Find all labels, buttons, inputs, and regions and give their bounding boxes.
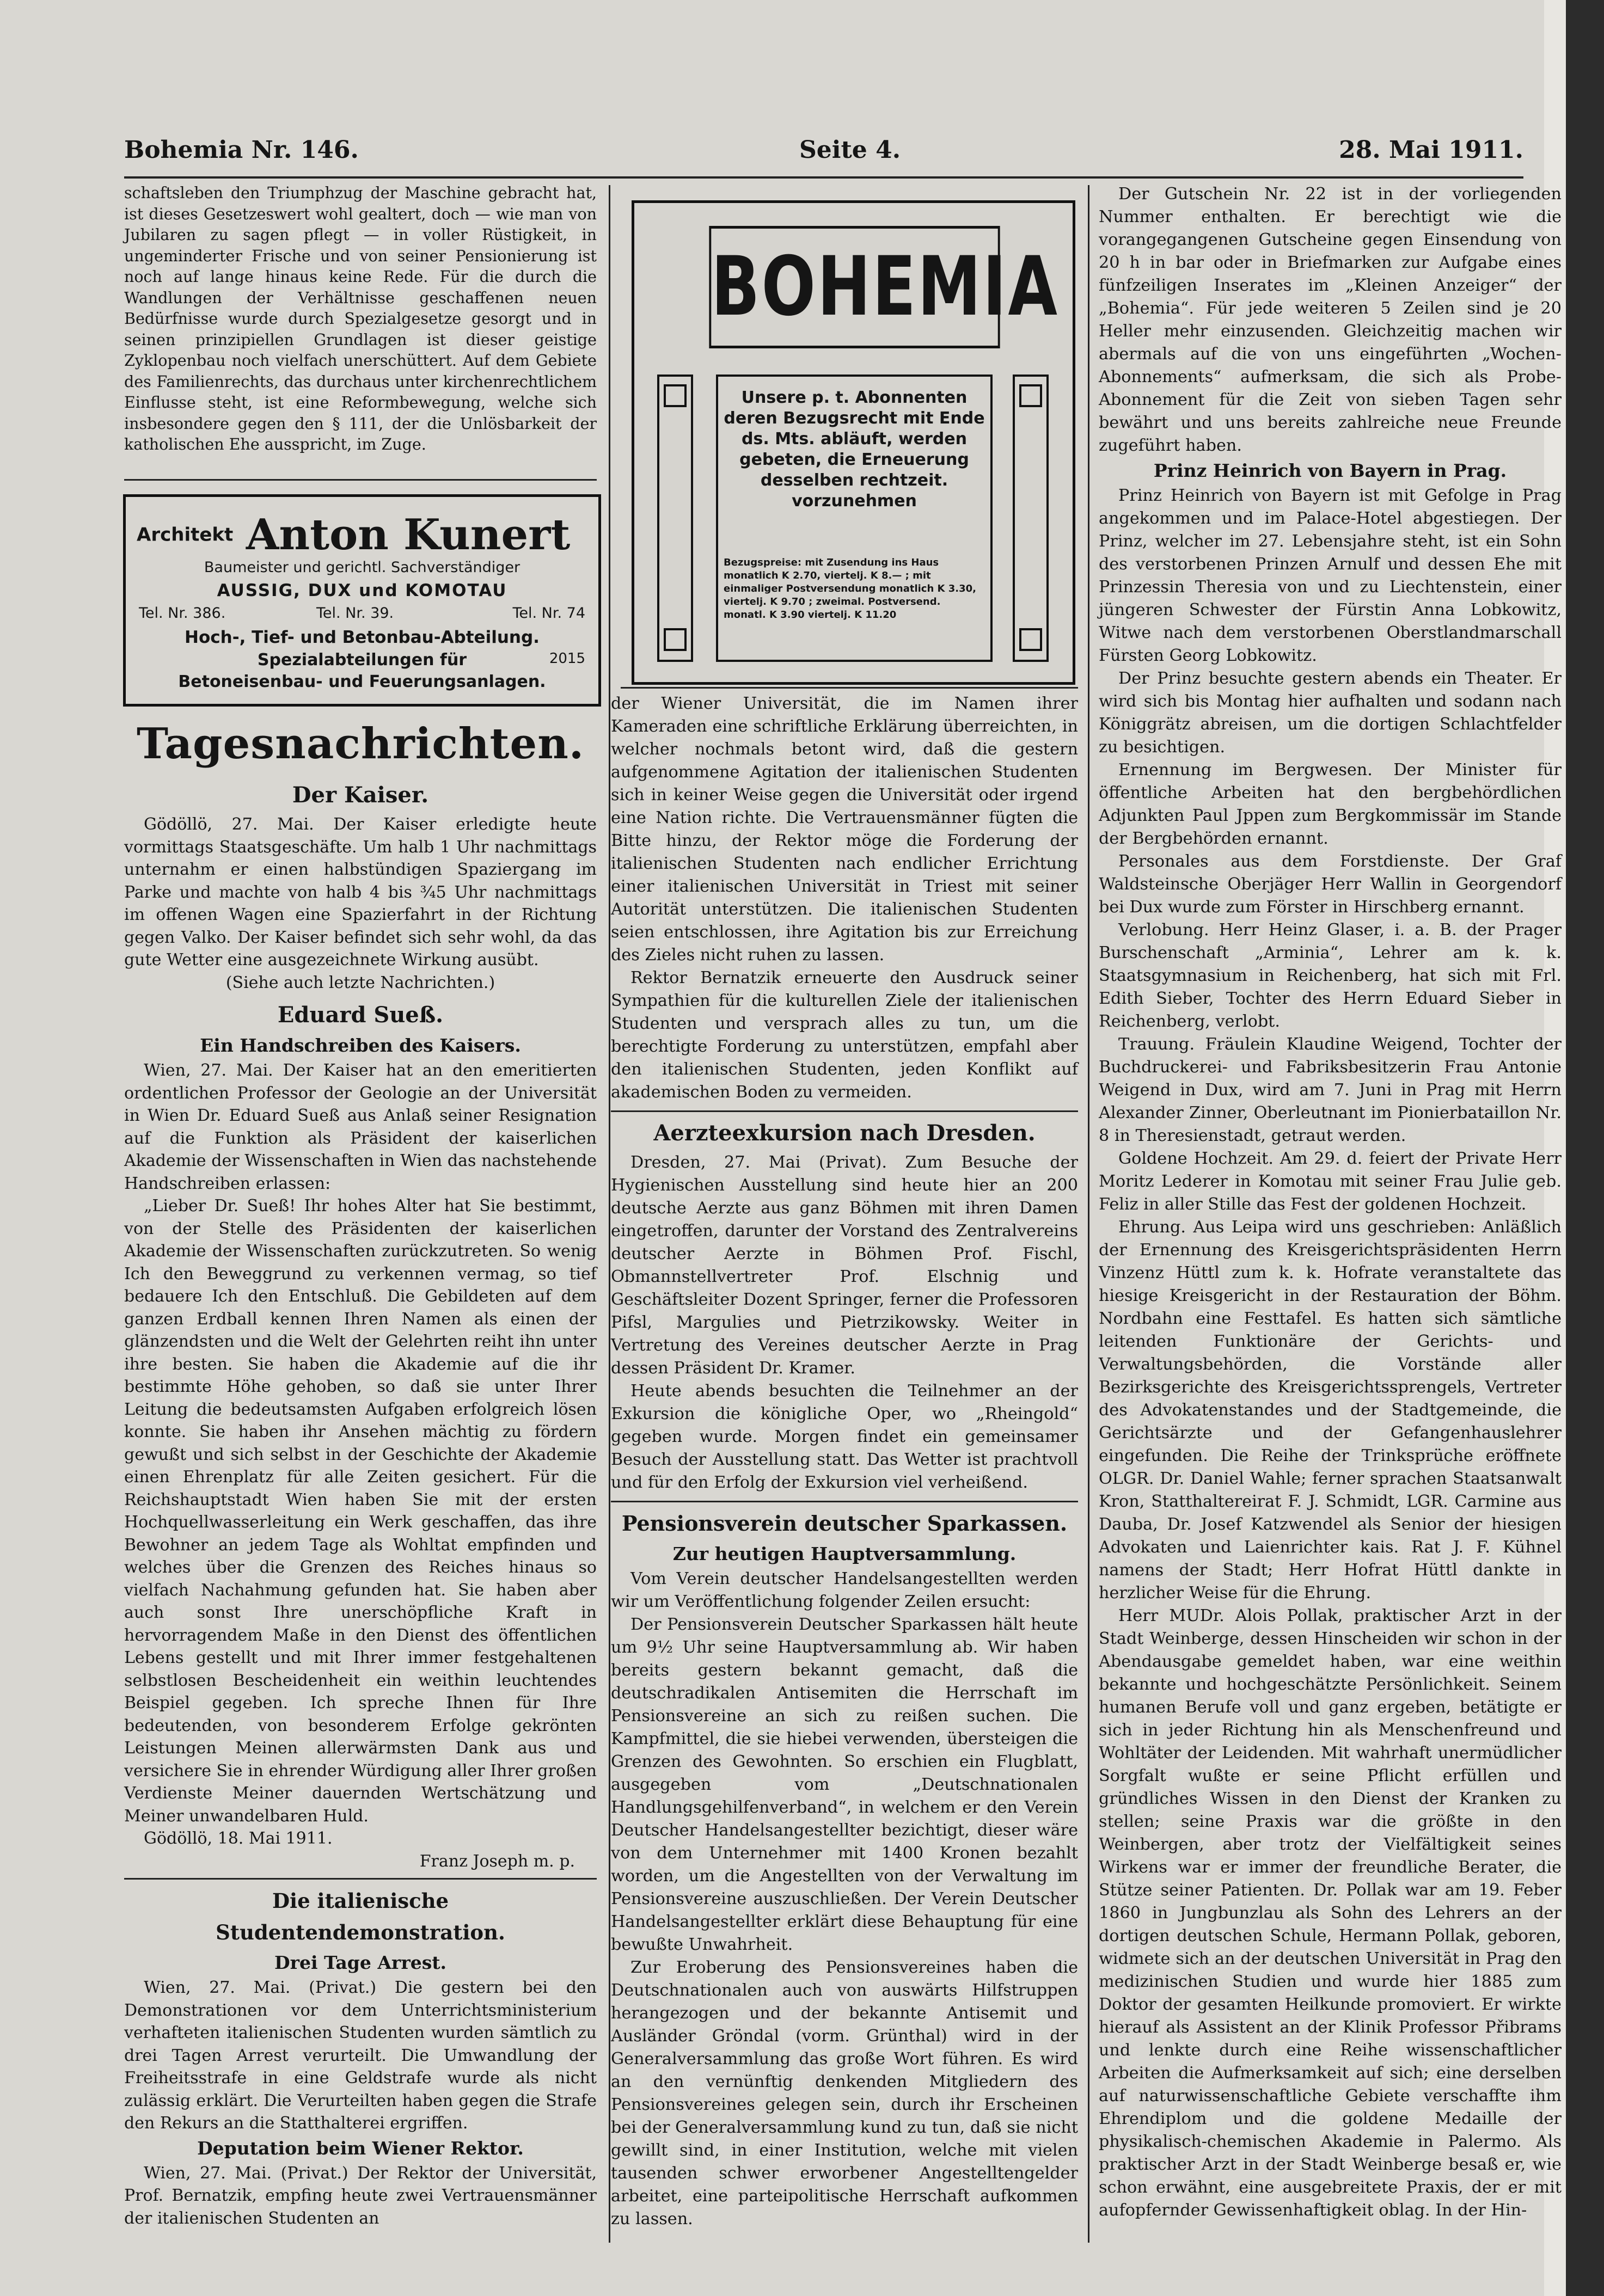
kaiser-text: Gödöllö, 27. Mai. Der Kaiser erledigte heute vormittags Staatsgeschäfte. Um halb 1 Uhr nachmittags unternahm er einen halbstündigen Spaziergang im Parke und machte von halb 4 bis ¾5 Uhr nachmittags im offenen Wagen eine Spazierfahrt in der Richtung gegen Valko. Der Kaiser befindet sich sehr wohl, da das gute Wetter eine ausgezeichnete Wirkung ausübt. — [124, 815, 597, 969]
ernennung-text: Ernennung im Bergwesen. Der Minister für öffentliche Arbeiten hat den bergbehördlichen Adjunkten Paul Jppen zum Bergkommissär im Stande der Bergbehörden ernannt. — [1099, 760, 1562, 848]
ad-phone-3: Tel. Nr. 74 — [512, 605, 585, 622]
trauung-text: Trauung. Fräulein Klaudine Weigend, Tochter der Buchdruckerei- und Fabriksbesitzerin Frau Antonie Weigend in Dux, wird am 7. Juni in Prag mit Herrn Alexander Zinner, Oberleutnant im Pionierbataillon Nr. 8 in Theresienstadt, getraut werden. — [1099, 1035, 1562, 1145]
deputation-text: Wien, 27. Mai. (Privat.) Der Rektor der Universität, Prof. Bernatzik, empfing heute zwei Vertrauensmänner der italienischen Studenten an — [124, 2163, 597, 2228]
ad-special — [137, 650, 587, 670]
suess-place: Gödöllö, 18. Mai 1911. — [144, 1829, 333, 1848]
ad-phone-1: Tel. Nr. 386. — [139, 605, 226, 622]
aerzte-text-2: Heute abends besuchten die Teilnehmer an der Exkursion die königliche Oper, wo „Rheingold“ gegeben wurde. Morgen findet ein gemeinsamer Besuch der Ausstellung statt. Das Wetter ist prachtvoll und für den Erfolg der Exkursion viel verheißend. — [611, 1382, 1078, 1492]
page-header — [124, 136, 1523, 174]
header-issue: Bohemia Nr. 146. — [124, 136, 359, 164]
personales-text: Personales aus dem Forstdienste. Der Graf Waldsteinsche Oberjäger Herr Wallin in Georgendorf bei Dux wurde zum Förster in Hirschberg ernannt. — [1099, 852, 1562, 917]
suess-signature: Franz Joseph m. p. — [419, 1851, 575, 1871]
ad-profession: Baumeister und gerichtl. Sachverständiger — [204, 559, 521, 576]
bohemia-notice — [716, 375, 993, 662]
ad-code: 2015 — [549, 650, 585, 667]
pollak-text: Herr MUDr. Alois Pollak, praktischer Arzt in der Stadt Weinberge, dessen Hinscheiden wir schon in der Abendausgabe gemeldet haben, war eine weithin bekannte und hochgeschätzte Persönlichkeit. Seinem humanen Berufe voll und ganz ergeben, betätigte er sich in jeder Richtung hin als Menschenfreund und Wohltäter der Leidenden. Mit wahrhaft unermüdlicher Sorgfalt wußte er seine Pflicht erfüllen und gründliches Wissen in den Dienst der Kranken zu stellen; seine Praxis war die größte in den Weinbergen, aber trotz der Vielfältigkeit seines Wirkens war er immer der freundliche Berater, die Stütze seiner Patienten. Dr. Pollak war am 19. Feber 1860 in Jungbunzlau als Sohn des Lehrers an der dortigen deutschen Schule, Hermann Pollak, geboren, widmete sich an der deutschen Universität in Prag den medizinischen Studien und wurde hier 1885 zum Doktor der gesamten Heilkunde promoviert. Er wirkte hierauf als Assistent an der Klinik Professor Přibrams und lenkte durch eine Reihe wissenschaftlicher Arbeiten die Aufmerksamkeit auf sich; eine derselben auf naturwissenschaftliche Gebiete verschaffte ihm Ehrendiplom und die goldene Medaille der physikalisch-chemischen Akademie in Palermo. Als praktischer Arzt in der Stadt Weinberge besaß er, wie schon erwähnt, eine ausgebreitete Praxis, der er mit aufopfernder Gewissenhaftigkeit oblag. In der Hin- — [1099, 1606, 1562, 2220]
column-1-top — [124, 183, 597, 456]
bohemia-logo: BOHEMIA — [709, 226, 1000, 348]
italian-headline: Die italienische Studentendemonstration. — [216, 1889, 505, 1944]
ad-department: Hoch-, Tief- und Betonbau-Abteilung. — [185, 628, 540, 647]
column-rule-1 — [609, 185, 610, 2243]
kaiser-headline: Der Kaiser. — [292, 782, 429, 808]
ornament-pillar-left — [657, 375, 693, 662]
ad-name: Anton Kunert — [246, 510, 571, 560]
ad-headline — [137, 510, 587, 560]
pension-text: Der Pensionsverein Deutscher Sparkassen hält heute um 9½ Uhr seine Hauptversammlung ab. Wir haben bereits gestern bekannt gemacht, daß die deutschradikalen Antisemiten die Herrschaft im Pensionsvereine an sich zu reißen suchen. Die Kampfmittel, die sie hiebei verwenden, übersteigen die Grenzen des Gewohnten. So erschien ein Flugblatt, ausgegeben vom „Deutschnationalen Handlungsgehilfenverband“, in welchem er den Verein Deutscher Handelsangestellter bezichtigt, dieser wäre von dem Unternehmer mit 1400 Kronen bezahlt worden, um die Angestellten von der Verwaltung im Pensionsvereine auszuschließen. Der Verein Deutscher Handelsangestellter erklärt diese Behauptung für eine bewußte Unwahrheit. — [611, 1615, 1078, 1954]
ad-label: Architekt — [137, 524, 234, 546]
column-rule-2 — [1088, 185, 1089, 2243]
prinz-headline: Prinz Heinrich von Bayern in Prag. — [1153, 460, 1507, 481]
pension-intro: Vom Verein deutscher Handelsangestellten werden wir um Veröffentlichung folgender Zeilen ersucht: — [611, 1569, 1078, 1611]
pension-subheadline: Zur heutigen Hauptversammlung. — [672, 1543, 1017, 1564]
ad-phone-2: Tel. Nr. 39. — [316, 605, 394, 622]
architect-advertisement — [123, 494, 601, 707]
header-rule — [124, 176, 1523, 179]
section-title: Tagesnachrichten. — [136, 719, 585, 769]
column-2 — [611, 692, 1078, 2231]
header-page-number: Seite 4. — [799, 136, 901, 164]
intro-text: schaftsleben den Triumphzug der Maschine gebracht hat, ist dieses Gesetzeswert wohl gealtert, doch — wie man von Jubilaren zu sagen pflegt — in voller Rüstigkeit, in ungeminderter Frische und von seiner Pensionierung ist noch auf lange hinaus keine Rede. Für die durch die Wandlungen der Verhältnisse geschaffenen neuen Bedürfnisse wurde durch Spezialgesetze gesorgt und in seinen prinzipiellen Grundlagen ist dieser geistige Zyklopenbau noch vielfach unerschüttert. Auf dem Gebiete des Familienrechts, das durchaus unter kirchenrechtlichem Einflusse steht, ist eine Reformbewegung, welche sich insbesondere gegen den § 111, der die Unlösbarkeit der katholischen Ehe ausspricht, im Zuge. — [124, 184, 597, 453]
kaiser-note: (Siehe auch letzte Nachrichten.) — [225, 973, 495, 992]
ad-special-2: Betoneisenbau- und Feuerungsanlagen. — [178, 672, 546, 691]
bohemia-subscription-ad — [632, 200, 1075, 685]
italian-subheadline: Drei Tage Arrest. — [274, 1952, 447, 1973]
deputation-headline: Deputation beim Wiener Rektor. — [197, 2137, 524, 2159]
pension-text-2: Zur Eroberung des Pensionsvereines haben die Deutschnationalen auch von auswärts Hilfstruppen herangezogen und der bekannte Antisemit und Ausländer Gröndal (vorm. Grünthal) wird in der Generalversammlung das große Wort führen. Es wird an den vernünftig denkenden Mitgliedern des Pensionsvereines gelegen sein, durch ihr Erscheinen bei der Generalversammlung kund zu tun, daß sie nicht gewillt sind, in einer Institution, welche mit vielen tausenden schwer erworbener Angestelltengelder arbeitet, eine parteipolitische Herrschaft aufkommen zu lassen. — [611, 1958, 1078, 2229]
bohemia-prices: Bezugspreise: mit Zusendung ins Haus monatlich K 2.70, viertelj. K 8.— ; mit einmaliger Postversendung monatlich K 3.30, viertelj. K 9.70 ; zweimal. Postversend. monatl. K 3.90 viertelj. K 11.20 — [724, 557, 977, 621]
column-1-news — [124, 711, 597, 2230]
bohemia-rule — [621, 687, 1078, 689]
column-3 — [1099, 183, 1562, 2222]
bohemia-message: Unsere p. t. Abonnenten deren Bezugsrecht mit Ende ds. Mts. abläuft, werden gebeten, die Erneuerung desselben rechtzeit. vorzunehmen — [724, 388, 985, 511]
pension-headline: Pensionsverein deutscher Sparkassen. — [621, 1511, 1068, 1536]
ornament-pillar-right — [1013, 375, 1049, 662]
verlobung-text: Verlobung. Herr Heinz Glaser, i. a. B. der Prager Burschenschaft „Arminia“, Lehrer am k. k. Staatsgymnasium in Reichenberg, hat sich mit Frl. Edith Sieber, Tochter des Herrn Eduard Sieber in Reichenberg, verlobt. — [1099, 920, 1562, 1031]
prinz-text: Prinz Heinrich von Bayern ist mit Gefolge in Prag angekommen und im Palace-Hotel abgestiegen. Der Prinz, welcher im 27. Lebensjahre steht, ist ein Sohn des verstorbenen Prinzen Arnulf und dessen Ehe mit Prinzessin Theresia von und zu Liechtenstein, einer jüngeren Schwester der Fürstin Anna Lobkowitz, Witwe nach dem verstorbenen Oberstlandmarschall Fürsten Georg Lobkowitz. — [1099, 486, 1562, 665]
ad-cities: AUSSIG, DUX und KOMOTAU — [217, 581, 507, 600]
scan-border — [1566, 0, 1604, 2296]
deputation-continued: der Wiener Universität, die im Namen ihrer Kameraden eine schriftliche Erklärung überreichten, in welcher nochmals betont wird, daß die gestern aufgenommene Agitation der italienischen Studenten sich in keiner Weise gegen die Universität oder irgend eine Nation richte. Die Vertrauensmänner fügten die Bitte hinzu, der Rektor möge die Forderung der italienischen Studenten nach endlicher Errichtung einer italienischen Universität in Triest mit seiner Autorität unterstützen. Die italienischen Studenten seien entschlossen, ihre Agitation bis zur Erreichung des Zieles nicht ruhen zu lassen. — [611, 694, 1078, 965]
suess-letter: „Lieber Dr. Sueß! Ihr hohes Alter hat Sie bestimmt, von der Stelle des Präsidenten der kaiserlichen Akademie der Wissenschaften zurückzutreten. So wenig Ich den Beweggrund zu verkennen vermag, so tief bedauere Ich den Entschluß. Die Gebildeten auf dem ganzen Erdball kennen Ihren Namen als einen der glänzendsten und die Welt der Gelehrten reiht ihn unter ihre besten. Sie haben die Akademie auf die ihr bestimmte Höhe gehoben, so daß sie unter Ihrer Leitung die bedeutsamsten Aufgaben erfolgreich lösen konnte. Sie haben ihr Ansehen mächtig zu fördern gewußt und sich selbst in der Geschichte der Akademie einen Ehrenplatz für alle Zeiten gesichert. Für die Reichshauptstadt Wien haben Sie mit der ersten Hochquellwasserleitung ein Werk geschaffen, das ihre Bewohner an jedem Tage als Wohltat empfinden und welches über die Grenzen des Reiches hinaus so vielfach Nachahmung gefunden hat. Sie haben aber auch sonst Ihre unerschöpfliche Kraft in hervorragendem Maße in den Dienst des öffentlichen Lebens gestellt und mit Ihrer immer festgehaltenen selbstlosen Bescheidenheit ein weithin leuchtendes Beispiel gegeben. Ich spreche Ihnen für Ihre bedeutenden, von besonderem Erfolge gekrönten Leistungen Meinen allerwärmsten Dank aus und versichere Sie in ehrender Würdigung aller Ihrer großen Verdienste Meiner dauernden Wertschätzung und Meiner unwandelbaren Huld. — [124, 1196, 597, 1826]
suess-headline: Eduard Sueß. — [277, 1002, 444, 1028]
ad-special-text: Spezialabteilungen für — [257, 650, 467, 670]
header-date: 28. Mai 1911. — [1339, 136, 1523, 164]
gutschein-text: Der Gutschein Nr. 22 ist in der vorliegenden Nummer enthalten. Er berechtigt wie die vorangegangenen Gutscheine gegen Einsendung von 20 h in bar oder in Briefmarken zur Aufgabe eines fünfzeiligen Inserates im „Kleinen Anzeiger“ der „Bohemia“. Für jede weiteren 5 Zeilen sind je 20 Heller mehr einzusenden. Gleichzeitig machen wir abermals auf die von uns eingeführten „Wochen-Abonnements“ aufmerksam, die sich als Probe-Abonnement für die Zeit von sieben Tagen sehr bewährt und uns bereits zahlreiche neue Freunde zugeführt haben. — [1099, 185, 1562, 455]
suess-text-1: Wien, 27. Mai. Der Kaiser hat an den emeritierten ordentlichen Professor der Geologie an der Universität in Wien Dr. Eduard Sueß aus Anlaß seiner Resignation auf die Funktion als Präsident der kaiserlichen Akademie der Wissenschaften in Wien das nachstehende Handschreiben erlassen: — [124, 1061, 597, 1193]
goldene-hochzeit-text: Goldene Hochzeit. Am 29. d. feiert der Private Herr Moritz Lederer in Komotau mit seiner Frau Julie geb. Feliz in aller Stille das Fest der goldenen Hochzeit. — [1099, 1149, 1562, 1214]
intro-rule — [124, 479, 597, 481]
suess-subheadline: Ein Handschreiben des Kaisers. — [200, 1035, 521, 1056]
italian-text: Wien, 27. Mai. (Privat.) Die gestern bei den Demonstrationen vor dem Unterrichtsministerium verhafteten italienischen Studenten wurden sämtlich zu drei Tagen Arrest verurteilt. Die Umwandlung der Freiheitsstrafe in eine Geldstrafe wurde als nicht zulässig erklärt. Die Verurteilten haben gegen die Strafe den Rekurs an die Statthalterei ergriffen. — [124, 1978, 597, 2133]
ehrung-text: Ehrung. Aus Leipa wird uns geschrieben: Anläßlich der Ernennung des Kreisgerichtspräsidenten Herrn Vinzenz Hüttl zum k. k. Hofrate veranstaltete das hiesige Kreisgericht in der Restauration der Böhm. Nordbahn eine Festtafel. Es hatten sich sämtliche leitenden Funktionäre der Gerichts- und Verwaltungsbehörden, die Vorstände aller Bezirksgerichte des Kreisgerichtssprengels, Vertreter des Advokatenstandes und der Stadtgemeinde, die Gerichtsärzte und der Gefangenhauslehrer eingefunden. Die Reihe der Trinksprüche eröffnete OLGR. Dr. Daniel Wahle; ferner sprachen Staatsanwalt Kron, Statthaltereirat F. J. Schmidt, LGR. Carmine aus Dauba, Dr. Josef Katzwendel als Senior der hiesigen Advokaten und Laienrichter kais. Rat J. F. Kühnel namens der Stadt; Herr Hofrat Hüttl dankte in herzlicher Weise für die Ehrung. — [1099, 1218, 1562, 1603]
prinz-text-2: Der Prinz besuchte gestern abends ein Theater. Er wird sich bis Montag hier aufhalten und sodann nach Königgrätz abreisen, um die dortigen Schlachtfelder zu besichtigen. — [1099, 669, 1562, 757]
divider — [124, 1878, 597, 1880]
aerzte-headline: Aerzteexkursion nach Dresden. — [653, 1120, 1036, 1146]
aerzte-text: Dresden, 27. Mai (Privat). Zum Besuche der Hygienischen Ausstellung sind heute hier an 200 deutsche Aerzte aus ganz Böhmen mit ihren Damen eingetroffen, darunter der Vorstand des Zentralvereins deutscher Aerzte in Böhmen Prof. Fischl, Obmannstellvertreter Prof. Elschnig und Geschäftsleiter Dozent Springer, ferner die Professoren Pifsl, Margulies und Pietrzikowsky. Weiter in Vertretung des Vereines deutscher Aerzte in Prag dessen Präsident Dr. Kramer. — [611, 1153, 1078, 1378]
deputation-reply: Rektor Bernatzik erneuerte den Ausdruck seiner Sympathien für die kulturellen Ziele der italienischen Studenten und versprach alles zu tun, um die berechtigte Forderung zu unterstützen, empfahl aber den italienischen Studenten, jeden Konflikt auf akademischen Boden zu vermeiden. — [611, 968, 1078, 1102]
divider — [611, 1110, 1078, 1112]
divider — [611, 1501, 1078, 1502]
